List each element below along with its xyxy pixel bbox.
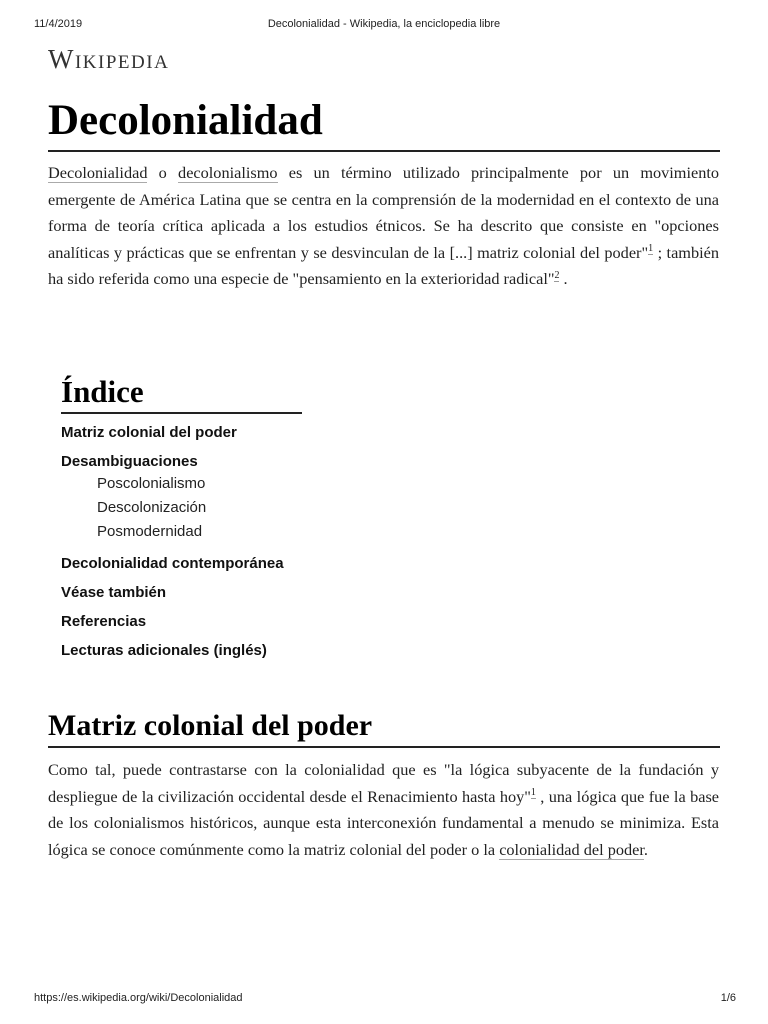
- intro-text-2: es un término utilizado principalmente por un movimiento emergente de América Latina que se centra en la comprensión de la modernidad en el contexto de una forma de teoría crítica aplicada a los estudios étnicos. Se ha descrito que consiste en "opciones analíticas y prácticas que se enfrentan y se desvinculan de la [...] matriz colonial del poder": [48, 163, 720, 262]
- print-date: 11/4/2019: [34, 18, 83, 30]
- section-text-3: .: [643, 839, 648, 859]
- section-paragraph: [48, 757, 719, 863]
- reference-1-link[interactable]: 1: [648, 243, 654, 255]
- section-text-1: Como tal, puede contrastarse con la colonialidad que es "la lógica subyacente de la fundación y despliegue de la civilización occidental desde el Renacimiento hasta hoy": [48, 760, 719, 806]
- intro-text-4: .: [559, 269, 568, 288]
- section-reference-1-link[interactable]: 1: [530, 787, 536, 799]
- print-footer: [0, 992, 768, 1006]
- intro-text-1: o: [147, 163, 179, 182]
- decolonialismo-link[interactable]: decolonialismo: [178, 163, 278, 182]
- toc-item-matriz-colonial[interactable]: Matriz colonial del poder: [61, 424, 237, 441]
- toc-item-desambiguaciones[interactable]: Desambiguaciones: [61, 453, 198, 470]
- reference-2-link[interactable]: 2: [554, 269, 560, 281]
- toc-item-vease-tambien[interactable]: Véase también: [61, 584, 167, 601]
- intro-text-3: ; también ha sido referida como una especie de "pensamiento en la exterioridad radical": [48, 242, 720, 288]
- print-page-title: Decolonialidad - Wikipedia, la enciclopedia libre: [267, 18, 501, 30]
- toc-item-referencias[interactable]: Referencias: [61, 613, 147, 630]
- toc-item-lecturas-adicionales[interactable]: Lecturas adicionales (inglés): [61, 642, 267, 659]
- decolonialidad-link[interactable]: Decolonialidad: [48, 163, 148, 182]
- section-text-2: , una lógica que fue la base de los colonialismos históricos, aunque esta interconexión fundamental a menudo se minimiza. Esta lógica se conoce comúnmente como la matriz colonial del poder o la: [48, 786, 720, 859]
- toc-subitem-posmodernidad[interactable]: Posmodernidad: [97, 523, 203, 540]
- wikipedia-wordmark: Wikipedia: [48, 44, 170, 74]
- print-url: https://es.wikipedia.org/wiki/Decolonialidad: [34, 992, 243, 1004]
- section-heading-matriz-colonial: Matriz colonial del poder: [48, 706, 720, 748]
- toc-item-decolonialidad-contemporanea[interactable]: Decolonialidad contemporánea: [61, 555, 284, 572]
- toc-title: Índice: [61, 372, 302, 414]
- page-title: Decolonialidad: [48, 92, 720, 152]
- toc-subitem-poscolonialismo[interactable]: Poscolonialismo: [97, 475, 206, 492]
- print-header: [0, 18, 768, 32]
- toc-subitem-descolonizacion[interactable]: Descolonización: [97, 499, 207, 516]
- print-page-number: 1/6: [720, 992, 736, 1004]
- table-of-contents: [61, 372, 311, 659]
- colonialidad-del-poder-link[interactable]: colonialidad del poder: [499, 839, 644, 859]
- intro-paragraph: [48, 160, 719, 293]
